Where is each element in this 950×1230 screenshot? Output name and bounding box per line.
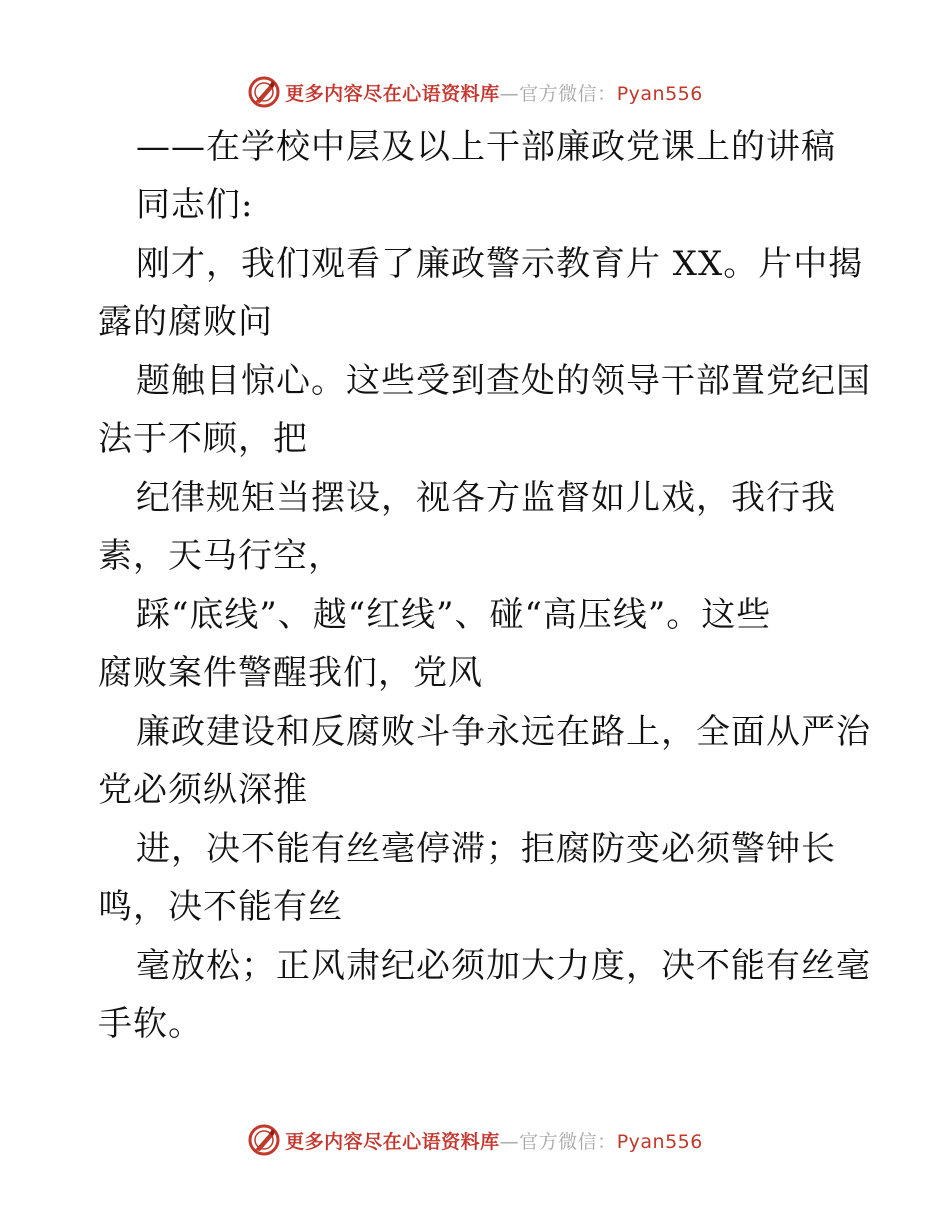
pen-logo-icon — [247, 75, 281, 109]
watermark-group — [247, 75, 703, 109]
watermark-wechat-id: Pyan556 — [616, 82, 703, 105]
watermark-text — [285, 79, 703, 106]
paragraph-line: 纪律规矩当摆设，视各方监督如儿戏，我行我 — [136, 478, 836, 518]
paragraph-line: 党必须纵深推 — [98, 770, 308, 810]
header-watermark — [0, 72, 950, 112]
paragraph-line: 露的腐败问 — [98, 302, 273, 342]
paragraph-line: 踩“底线”、越“红线”、碰“高压线”。这些 — [136, 595, 772, 635]
subtitle-line: ——在学校中层及以上干部廉政党课上的讲稿 — [136, 127, 836, 167]
salutation-line: 同志们: — [136, 185, 254, 225]
paragraph-line: 题触目惊心。这些受到查处的领导干部置党纪国 — [136, 361, 871, 401]
footer-watermark — [0, 1120, 950, 1160]
pen-logo-icon — [247, 1123, 281, 1157]
watermark-dash: — — [499, 1130, 520, 1153]
paragraph-line: 腐败案件警醒我们，党风 — [98, 653, 483, 693]
watermark-group — [247, 1123, 703, 1157]
watermark-dash: — — [499, 82, 520, 105]
paragraph-line: 素，天马行空， — [98, 536, 343, 576]
paragraph-line: 廉政建设和反腐败斗争永远在路上，全面从严治 — [136, 712, 871, 752]
watermark-wechat-id: Pyan556 — [616, 1130, 703, 1153]
watermark-wechat-label: 官方微信： — [519, 1130, 617, 1153]
paragraph-line: 进，决不能有丝毫停滞；拒腐防变必须警钟长 — [136, 829, 836, 869]
paragraph-line: 手软。 — [98, 1004, 203, 1044]
watermark-wechat-label: 官方微信： — [519, 82, 617, 105]
paragraph-line: 毫放松；正风肃纪必须加大力度，决不能有丝毫 — [136, 946, 871, 986]
paragraph-line: 刚才，我们观看了廉政警示教育片 XX。片中揭 — [136, 244, 864, 284]
watermark-site: 更多内容尽在心语资料库 — [285, 82, 500, 105]
watermark-text — [285, 1127, 703, 1154]
watermark-site: 更多内容尽在心语资料库 — [285, 1130, 500, 1153]
paragraph-line: 鸣，决不能有丝 — [98, 887, 343, 927]
paragraph-line: 法于不顾，把 — [98, 419, 308, 459]
